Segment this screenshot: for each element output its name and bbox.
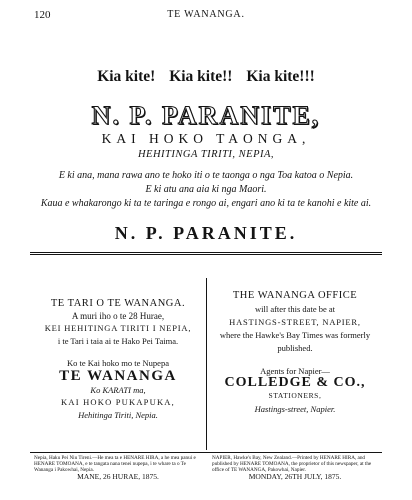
divider-top [30,252,382,253]
right-line-4: published. [277,343,313,353]
left-date: MANE, 26 HURAE, 1875. [77,472,159,481]
advertiser-name: N. P. PARANITE, [91,101,321,130]
right-line-6: STATIONERS, [268,391,322,400]
right-date: MONDAY, 26TH JULY, 1875. [248,472,342,481]
left-line-6: KAI HOKO PUKAPUKA, [61,397,175,407]
kia-kite-3: Kia kite!!! [246,68,315,85]
right-imprint: NAPIER, Hawke's Bay, New Zealand.—Printed by HENARE HIRA, and published by HENARE TOMOANA, the proprietor of this newspaper, at the office of TE WANANGA, Pakowhai, Napier. [212,455,372,473]
left-line-1: A muri iho o te 28 Hurae, [71,311,165,321]
advertiser-address: HEHITINGA TIRITI, NEPIA, [137,149,275,160]
left-line-7: Hehitinga Tiriti, Nepia. [78,410,158,420]
kia-kite-2: Kia kite!! [169,68,233,85]
divider-bottom [30,452,382,453]
left-imprint: Nepia, Haku Pei Niu Tireni.—He mea ta e HENARE HIRA, a he mea panui e HENARE TOMOANA, e te tangata nana tenei nupepa, i te whare ta o Te Wananga i Pakowhai, Nepia. [34,455,196,473]
right-line-5: Agents for Napier— [260,366,330,376]
left-line-3: i te Tari i taia ai te Hako Pei Taima. [57,336,179,346]
running-title: TE WANANGA. [167,9,245,20]
right-line-3: where the Hawke's Bay Times was formerly [219,330,371,340]
advert-line-1: E ki ana, mana rawa ano te hoko iti o te taonga o nga Toa katoa o Nepia. [58,170,354,181]
advertiser-name-repeat: N. P. PARANITE. [114,223,298,243]
left-line-4: Ko te Kai hoko mo te Nupepa [67,358,169,368]
advert-line-2: E ki atu ana aia ki nga Maori. [145,184,267,195]
left-column-title: TE TARI O TE WANANGA. [50,298,186,309]
left-paper-name: TE WANANGA [59,368,177,384]
left-line-2: KEI HEHITINGA TIRITI I NEPIA, [44,323,192,333]
kia-kite-1: Kia kite! [97,68,156,85]
right-line-1: will after this date be at [254,304,335,314]
advertiser-trade: KAI HOKO TAONGA, [101,131,311,146]
kia-kite-heading [0,68,412,86]
divider-top-double [30,254,382,255]
left-line-5: Ko KARATI ma, [90,385,146,395]
right-line-2: HASTINGS-STREET, NAPIER, [229,317,361,327]
right-column-title: THE WANANGA OFFICE [232,290,358,301]
page-number: 120 [34,9,51,21]
right-agents-name: COLLEDGE & CO., [224,375,366,390]
advert-line-3: Kaua e whakarongo ki ta te taringa e rongo ai, engari ano ki ta te kanohi e kite ai. [40,198,372,209]
right-line-7: Hastings-street, Napier. [254,404,336,414]
